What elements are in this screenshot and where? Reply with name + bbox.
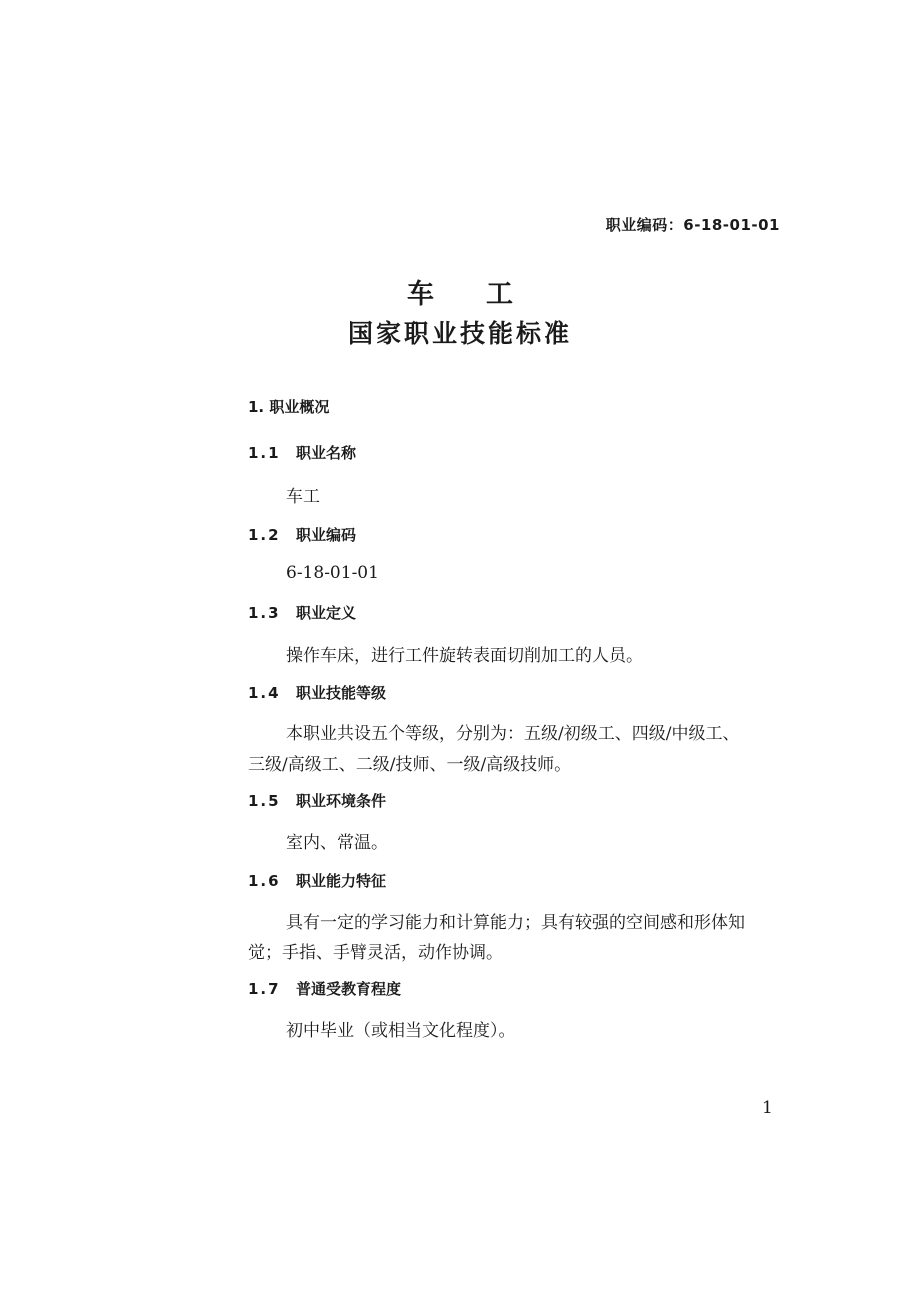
item-heading-1-7: [248, 978, 401, 999]
item-body-1-3: 操作车床，进行工件旋转表面切削加工的人员。: [286, 646, 643, 666]
item-body-1-4-line2: 三级/高级工、二级/技师、一级/高级技师。: [248, 755, 572, 775]
item-body-1-5: 室内、常温。: [286, 833, 388, 853]
occupation-code-header: 职业编码：6-18-01-01: [605, 216, 780, 234]
item-title: 职业环境条件: [296, 792, 387, 810]
item-number: 1.7: [248, 980, 281, 998]
page-title-line2: 国家职业技能标准: [347, 319, 572, 348]
item-heading-1-2: [248, 524, 356, 545]
item-number: 1.1: [248, 444, 281, 462]
item-body-1-2: 6-18-01-01: [286, 563, 379, 583]
item-heading-1-6: [248, 870, 386, 891]
item-heading-1-5: [248, 790, 386, 811]
item-number: 1.3: [248, 604, 281, 622]
item-body-1-4-line1: 本职业共设五个等级，分别为：五级/初级工、四级/中级工、: [286, 724, 740, 744]
item-heading-1-3: [248, 602, 356, 623]
item-title: 职业编码: [296, 526, 357, 544]
item-body-1-7: 初中毕业（或相当文化程度）。: [286, 1021, 516, 1041]
item-number: 1.5: [248, 792, 281, 810]
item-heading-1-4: [248, 682, 386, 703]
item-title: 职业名称: [296, 444, 357, 462]
page-title-line1: 车工: [407, 279, 565, 310]
item-number: 1.6: [248, 872, 281, 890]
item-title: 职业技能等级: [296, 684, 387, 702]
item-title: 普通受教育程度: [296, 980, 402, 998]
item-body-1-6-line2: 觉；手指、手臂灵活，动作协调。: [248, 943, 503, 963]
item-body-1-6-line1: 具有一定的学习能力和计算能力；具有较强的空间感和形体知: [286, 913, 745, 933]
item-heading-1-1: [248, 442, 356, 463]
item-number: 1.2: [248, 526, 281, 544]
section-heading-1: 1. 职业概况: [248, 398, 330, 416]
page-number: 1: [762, 1098, 773, 1118]
item-title: 职业能力特征: [296, 872, 387, 890]
item-title: 职业定义: [296, 604, 357, 622]
item-body-1-1: 车工: [286, 487, 320, 507]
item-number: 1.4: [248, 684, 281, 702]
